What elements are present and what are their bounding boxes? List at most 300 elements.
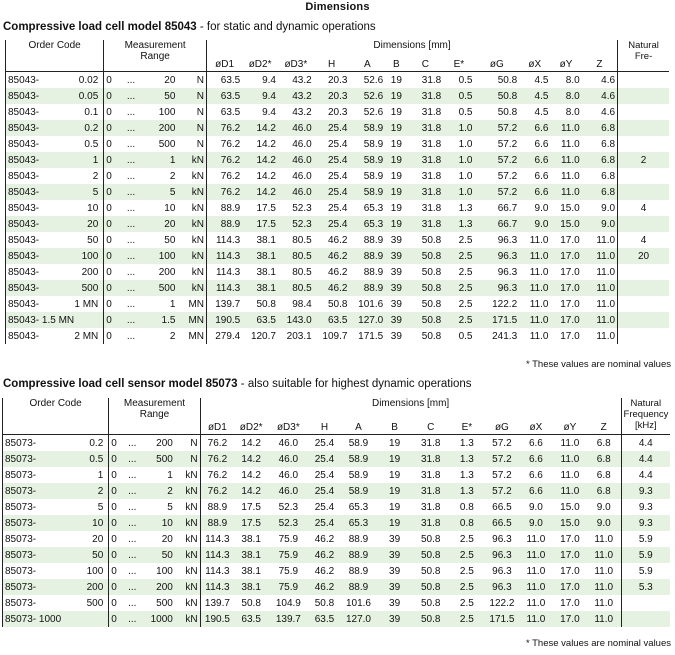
natural-frequency-cell (618, 184, 669, 200)
dim-x-cell: 4.5 (534, 90, 549, 102)
dim-a-cell: 101.6 (345, 597, 371, 609)
dim-y-cell: 17.0 (560, 298, 580, 310)
dim-g-cell: 66.5 (492, 517, 512, 529)
dim-d2-cell: 38.1 (241, 581, 261, 593)
measurement-range-cell (104, 328, 207, 344)
dim-b-cell: 19 (390, 138, 402, 150)
order-code-cell (3, 563, 109, 579)
dim-a-cell: 88.9 (363, 250, 384, 262)
dim-g-cell: 96.3 (492, 549, 512, 561)
dim-d1-cell: 76.2 (207, 184, 243, 200)
dim-z-cell: 9.0 (601, 202, 616, 214)
measurement-range-cell (109, 579, 200, 595)
table-row (3, 547, 671, 563)
dim-y-cell: 17.0 (560, 266, 580, 278)
dim-e-cell: 1.0 (458, 170, 473, 182)
measurement-range-cell (104, 184, 207, 200)
dim-z-cell: 11.0 (596, 282, 616, 294)
dim-z-cell: 11.0 (596, 298, 616, 310)
table-row (6, 200, 670, 216)
order-code-prefix: 85043- (8, 74, 40, 86)
range-unit: kN (185, 501, 198, 513)
measurement-range-cell (109, 515, 200, 531)
dim-b-cell: 19 (390, 202, 402, 214)
dim-d1-cell: 88.9 (200, 499, 234, 515)
dim-z-cell: 6.8 (596, 453, 611, 465)
dim-c-cell: 50.8 (421, 314, 442, 326)
dim-b-cell: 39 (389, 549, 401, 561)
order-code-suffix: 1 (97, 469, 104, 481)
dim-g-cell: 96.3 (497, 250, 518, 262)
dim-b-cell: 39 (389, 613, 401, 625)
order-code-prefix: 85073- (5, 565, 37, 577)
dim-d1-cell: 76.2 (207, 136, 243, 152)
range-unit: N (190, 437, 198, 449)
dim-d1-cell: 114.3 (207, 248, 243, 264)
range-dots: ... (126, 250, 136, 262)
range-unit: kN (191, 234, 204, 246)
dim-z-cell: 6.8 (601, 186, 616, 198)
dim-y-cell: 15.0 (560, 202, 580, 214)
range-high: 10 (164, 202, 176, 214)
dim-c-cell: 31.8 (421, 90, 442, 102)
range-dots: ... (128, 565, 137, 577)
order-code-prefix: 85073- (5, 453, 37, 465)
range-high: 50 (164, 90, 176, 102)
dim-d1-cell: 114.3 (200, 547, 234, 563)
header-col-1: øD2* (234, 410, 268, 435)
natural-frequency-cell (618, 216, 669, 232)
dim-a-cell: 58.9 (363, 154, 384, 166)
dim-a-cell: 58.9 (348, 453, 369, 465)
header-col-11: Z (582, 52, 618, 72)
dim-g-cell: 241.3 (492, 330, 518, 342)
table-row (3, 499, 671, 515)
order-code-prefix: 85073- 1000 (5, 613, 62, 625)
range-low: 0 (106, 138, 112, 150)
range-dots: ... (126, 186, 136, 198)
dim-x-cell: 11.0 (529, 234, 549, 246)
order-code-cell (6, 280, 104, 296)
dim-d2-cell: 14.2 (241, 469, 261, 481)
dim-b-cell: 19 (389, 453, 401, 465)
dim-d1-cell: 190.5 (207, 312, 243, 328)
range-high: 100 (156, 565, 173, 577)
table-row (3, 515, 671, 531)
dim-h-cell: 46.2 (327, 266, 348, 278)
dim-d2-cell: 50.8 (241, 597, 261, 609)
dim-d2-cell: 17.5 (241, 501, 261, 513)
dim-d3-cell: 46.0 (278, 453, 299, 465)
dim-b-cell: 39 (390, 282, 402, 294)
table-row (6, 312, 670, 328)
range-low: 0 (106, 154, 112, 166)
dim-b-cell: 19 (390, 186, 402, 198)
dim-a-cell: 58.9 (348, 469, 369, 481)
dim-d1-cell: 114.3 (207, 264, 243, 280)
dim-d3-cell: 52.3 (278, 517, 299, 529)
dim-y-cell: 17.0 (560, 533, 580, 545)
order-code-cell (3, 451, 109, 467)
table-row (6, 88, 670, 104)
range-low: 0 (111, 485, 117, 497)
range-dots: ... (128, 469, 137, 481)
dim-h-cell: 25.4 (327, 154, 348, 166)
header-col-11: Z (587, 410, 621, 435)
dim-d1-cell: 88.9 (207, 200, 243, 216)
range-dots: ... (128, 437, 137, 449)
dim-z-cell: 11.0 (594, 549, 614, 561)
dim-g-cell: 96.3 (497, 282, 518, 294)
range-high: 200 (156, 581, 173, 593)
dim-a-cell: 127.0 (358, 314, 384, 326)
order-code-suffix: 10 (87, 202, 99, 214)
dim-b-cell: 39 (389, 581, 401, 593)
dim-y-cell: 15.0 (560, 517, 580, 529)
header-col-2: øD3* (278, 52, 314, 72)
dim-c-cell: 31.8 (421, 186, 442, 198)
dim-h-cell: 25.4 (327, 218, 348, 230)
dim-e-cell: 2.5 (458, 298, 473, 310)
dim-g-cell: 57.2 (497, 170, 518, 182)
order-code-prefix: 85073- (5, 533, 37, 545)
natural-frequency-cell (618, 328, 669, 344)
dim-h-cell: 25.4 (314, 485, 335, 497)
dim-d3-cell: 46.0 (292, 170, 312, 182)
table-row (6, 152, 670, 168)
dim-d2-cell: 9.4 (262, 90, 276, 102)
natural-frequency-cell (621, 595, 670, 611)
order-code-prefix: 85043- (8, 186, 40, 198)
dim-c-cell: 50.8 (420, 549, 441, 561)
table-row (6, 248, 670, 264)
dim-y-cell: 11.0 (560, 186, 580, 198)
dim-x-cell: 4.5 (534, 106, 549, 118)
order-code-cell (3, 515, 109, 531)
dim-d1-cell: 279.4 (207, 328, 243, 344)
dim-h-cell: 20.3 (327, 106, 348, 118)
measurement-range-cell (104, 120, 207, 136)
range-high: 100 (158, 250, 176, 262)
natural-frequency-cell (618, 296, 669, 312)
range-unit: MN (188, 314, 204, 326)
measurement-range-cell (104, 312, 207, 328)
dim-d2-cell: 17.5 (241, 517, 261, 529)
dim-d3-cell: 75.9 (278, 565, 299, 577)
range-high: 20 (164, 74, 176, 86)
dim-h-cell: 25.4 (314, 469, 335, 481)
dim-e-cell: 0.5 (458, 330, 473, 342)
dim-c-cell: 31.8 (420, 501, 441, 513)
dim-c-cell: 31.8 (420, 437, 441, 449)
range-unit: MN (188, 298, 204, 310)
dim-h-cell: 25.4 (327, 202, 348, 214)
header-col-4: A (340, 410, 376, 435)
dim-e-cell: 1.0 (458, 186, 473, 198)
dim-g-cell: 57.2 (492, 485, 512, 497)
range-low: 0 (111, 597, 117, 609)
dim-h-cell: 50.8 (327, 298, 348, 310)
dim-b-cell: 19 (390, 154, 402, 166)
range-dots: ... (126, 122, 136, 134)
dim-d2-cell: 14.2 (241, 437, 261, 449)
dim-c-cell: 31.8 (421, 218, 442, 230)
order-code-suffix: 100 (86, 565, 104, 577)
range-unit: N (196, 74, 204, 86)
dim-g-cell: 57.2 (497, 186, 518, 198)
order-code-cell (6, 200, 104, 216)
dim-d3-cell: 52.3 (278, 501, 299, 513)
dim-y-cell: 11.0 (560, 437, 580, 449)
dim-x-cell: 11.0 (529, 298, 549, 310)
range-high: 1000 (150, 613, 173, 625)
range-unit: kN (191, 186, 204, 198)
dim-d3-cell: 75.9 (278, 581, 299, 593)
dim-d3-cell: 143.0 (286, 314, 312, 326)
order-code-prefix: 85043- (8, 138, 40, 150)
dim-d2-cell: 14.2 (241, 485, 261, 497)
range-low: 0 (111, 469, 117, 481)
table-row (3, 531, 671, 547)
dim-a-cell: 65.3 (348, 501, 369, 513)
measurement-range-cell (104, 216, 207, 232)
table-row (3, 611, 671, 627)
natural-frequency-cell: 5.9 (621, 563, 670, 579)
dim-d1-cell: 114.3 (207, 232, 243, 248)
measurement-range-cell (104, 88, 207, 104)
dim-g-cell: 57.2 (497, 138, 518, 150)
dim-d3-cell: 46.0 (278, 437, 299, 449)
range-low: 0 (106, 250, 112, 262)
natural-frequency-cell: 4.4 (621, 451, 670, 467)
header-col-10: øY (550, 52, 581, 72)
dim-d1-cell: 114.3 (200, 563, 234, 579)
dim-e-cell: 1.3 (459, 469, 474, 481)
range-dots: ... (128, 533, 137, 545)
natural-frequency-cell: 5.3 (621, 579, 670, 595)
measurement-range-cell (109, 499, 200, 515)
dim-x-cell: 11.0 (526, 613, 546, 625)
dim-x-cell: 6.6 (528, 485, 543, 497)
dim-h-cell: 25.4 (327, 186, 348, 198)
dim-b-cell: 19 (390, 218, 402, 230)
dim-h-cell: 25.4 (314, 501, 335, 513)
order-code-cell (6, 72, 104, 89)
range-unit: kN (185, 533, 198, 545)
dim-a-cell: 58.9 (348, 437, 369, 449)
range-low: 0 (106, 234, 112, 246)
dim-d3-cell: 52.3 (292, 218, 312, 230)
dim-x-cell: 6.6 (534, 154, 549, 166)
range-low: 0 (106, 74, 112, 86)
dim-x-cell: 6.6 (534, 122, 549, 134)
range-dots: ... (126, 138, 136, 150)
order-code-suffix: 1 MN (74, 298, 99, 310)
dim-b-cell: 19 (389, 517, 401, 529)
range-unit: kN (191, 154, 204, 166)
dim-d3-cell: 43.2 (292, 90, 312, 102)
range-dots: ... (128, 597, 137, 609)
dim-c-cell: 50.8 (420, 565, 441, 577)
range-low: 0 (106, 330, 112, 342)
order-code-prefix: 85073- (5, 501, 37, 513)
dim-a-cell: 171.5 (358, 330, 384, 342)
dim-a-cell: 88.9 (348, 549, 369, 561)
dim-y-cell: 8.0 (565, 74, 580, 86)
measurement-range-cell (104, 232, 207, 248)
table-row (6, 264, 670, 280)
header-dimensions: Dimensions [mm] (200, 398, 621, 410)
dim-d2-cell: 9.4 (262, 106, 276, 118)
order-code-prefix: 85073- (5, 437, 37, 449)
dim-b-cell: 19 (389, 437, 401, 449)
dim-b-cell: 19 (390, 106, 402, 118)
dim-e-cell: 0.5 (458, 106, 473, 118)
dim-a-cell: 65.3 (348, 517, 369, 529)
dim-c-cell: 50.8 (420, 533, 441, 545)
range-low: 0 (106, 298, 112, 310)
natural-frequency-cell: 4.4 (621, 435, 670, 452)
header-col-10: øY (553, 410, 587, 435)
range-unit: kN (191, 266, 204, 278)
dim-c-cell: 50.8 (421, 330, 442, 342)
range-high: 20 (161, 533, 173, 545)
section2-title-model: Compressive load cell sensor model 85073 (3, 378, 238, 390)
dim-z-cell: 6.8 (601, 154, 616, 166)
dim-y-cell: 17.0 (560, 565, 580, 577)
order-code-prefix: 85043- (8, 330, 40, 342)
dim-a-cell: 58.9 (363, 170, 384, 182)
dim-e-cell: 1.3 (459, 453, 474, 465)
order-code-prefix: 85043- (8, 106, 40, 118)
dim-z-cell: 6.8 (601, 138, 616, 150)
table-row (6, 104, 670, 120)
dim-g-cell: 66.5 (492, 501, 512, 513)
range-dots: ... (128, 581, 137, 593)
natural-frequency-cell: 5.9 (621, 531, 670, 547)
range-high: 500 (156, 597, 173, 609)
range-unit: N (196, 106, 204, 118)
dim-g-cell: 50.8 (497, 74, 518, 86)
dim-b-cell: 39 (390, 234, 402, 246)
range-high: 20 (164, 218, 176, 230)
range-high: 50 (164, 234, 176, 246)
natural-frequency-cell (618, 88, 669, 104)
order-code-prefix: 85043- (8, 122, 40, 134)
order-code-suffix: 0.05 (78, 90, 99, 102)
range-dots: ... (126, 106, 136, 118)
order-code-suffix: 20 (87, 218, 99, 230)
dim-b-cell: 39 (390, 298, 402, 310)
order-code-cell (6, 88, 104, 104)
order-code-cell (6, 152, 104, 168)
range-high: 100 (158, 106, 176, 118)
range-low: 0 (106, 122, 112, 134)
header-measurement-range: Measurement Range (104, 40, 207, 72)
measurement-range-cell (104, 280, 207, 296)
dim-a-cell: 52.6 (363, 74, 384, 86)
dim-b-cell: 39 (390, 250, 402, 262)
range-unit: N (190, 453, 198, 465)
order-code-cell (6, 296, 104, 312)
dim-d3-cell: 46.0 (292, 186, 312, 198)
order-code-prefix: 85043- (8, 266, 40, 278)
section2-title-description: - also suitable for highest dynamic operations (237, 378, 472, 390)
dim-b-cell: 19 (389, 501, 401, 513)
dim-d2-cell: 17.5 (256, 218, 276, 230)
dim-e-cell: 1.3 (458, 202, 473, 214)
range-high: 10 (161, 517, 173, 529)
dim-a-cell: 58.9 (363, 138, 384, 150)
dim-d3-cell: 80.5 (292, 250, 312, 262)
natural-frequency-cell (618, 104, 669, 120)
dim-z-cell: 4.6 (601, 90, 616, 102)
section1-title-description: - for static and dynamic operations (196, 21, 376, 33)
order-code-prefix: 85073- (5, 485, 37, 497)
dim-a-cell: 52.6 (363, 106, 384, 118)
dim-h-cell: 109.7 (322, 330, 348, 342)
header-col-0: øD1 (207, 52, 243, 72)
dim-h-cell: 46.2 (314, 533, 335, 545)
dim-x-cell: 6.6 (534, 170, 549, 182)
dim-y-cell: 17.0 (560, 250, 580, 262)
range-dots: ... (128, 453, 137, 465)
dim-d1-cell: 63.5 (207, 104, 243, 120)
order-code-suffix: 2 (92, 170, 99, 182)
dim-d2-cell: 38.1 (256, 282, 276, 294)
dim-d1-cell: 114.3 (200, 579, 234, 595)
natural-frequency-cell: 4 (618, 200, 669, 216)
dim-a-cell: 127.0 (345, 613, 371, 625)
dim-d3-cell: 46.0 (278, 469, 299, 481)
order-code-cell (3, 483, 109, 499)
dim-d1-cell: 76.2 (207, 120, 243, 136)
range-dots: ... (126, 314, 136, 326)
dim-d2-cell: 38.1 (256, 250, 276, 262)
natural-frequency-cell: 2 (618, 152, 669, 168)
dim-e-cell: 2.5 (458, 234, 473, 246)
dim-e-cell: 1.0 (458, 138, 473, 150)
dim-g-cell: 57.2 (492, 437, 512, 449)
dim-d1-cell: 139.7 (200, 595, 234, 611)
range-dots: ... (128, 501, 137, 513)
dim-d3-cell: 75.9 (278, 533, 299, 545)
dim-y-cell: 11.0 (560, 485, 580, 497)
dim-c-cell: 31.8 (421, 154, 442, 166)
dim-y-cell: 15.0 (560, 218, 580, 230)
dim-d1-cell: 114.3 (207, 280, 243, 296)
range-high: 1 (169, 154, 176, 166)
natural-frequency-cell (618, 264, 669, 280)
dim-e-cell: 2.5 (458, 282, 473, 294)
dim-d2-cell: 63.5 (256, 314, 276, 326)
range-low: 0 (106, 202, 112, 214)
order-code-cell (3, 531, 109, 547)
header-col-8: øG (485, 410, 519, 435)
order-code-suffix: 2 MN (74, 330, 99, 342)
header-col-6: C (413, 410, 449, 435)
range-unit: kN (185, 613, 198, 625)
dim-d1-cell: 76.2 (200, 435, 234, 452)
dim-y-cell: 11.0 (560, 138, 580, 150)
dim-d2-cell: 14.2 (256, 154, 276, 166)
order-code-suffix: 0.2 (84, 122, 99, 134)
dim-c-cell: 50.8 (421, 282, 442, 294)
order-code-suffix: 10 (92, 517, 104, 529)
dim-d2-cell: 14.2 (241, 453, 261, 465)
table-row (3, 595, 671, 611)
dim-d1-cell: 76.2 (200, 483, 234, 499)
